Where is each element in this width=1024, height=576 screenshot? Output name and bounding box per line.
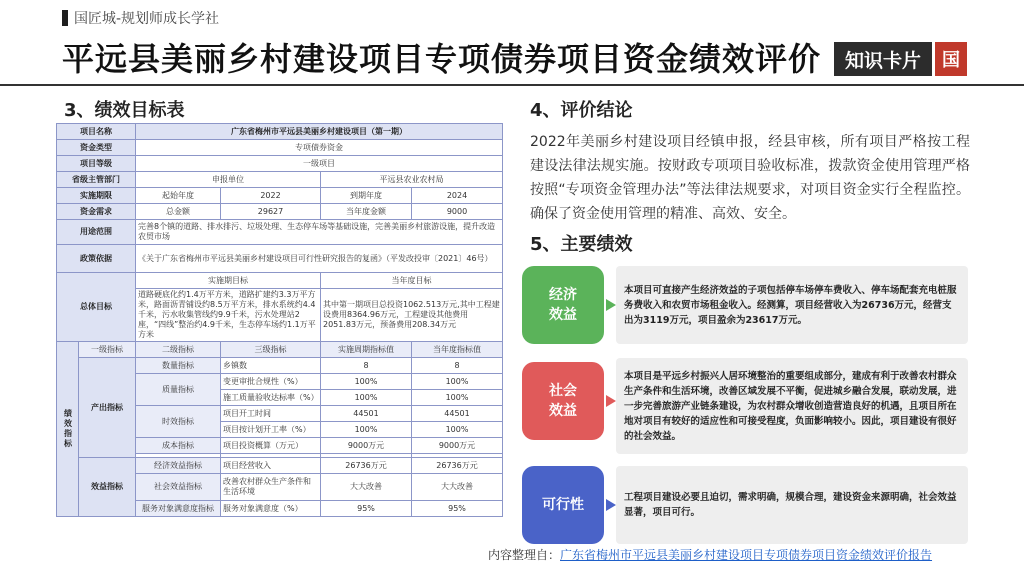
cell-value: 乡镇数 [221, 358, 321, 374]
cell-label: 时效指标 [136, 406, 221, 438]
cell-value: 《关于广东省梅州市平远县美丽乡村建设项目可行性研究报告的复函》（平发改投审〔2021〕46号） [136, 245, 503, 273]
cell-value: 100% [321, 422, 412, 438]
badge-label: 可行性 [542, 497, 584, 513]
economic-benefit-badge [522, 266, 604, 344]
cell-value: 申报单位 [136, 172, 321, 188]
section5-heading: 5、主要绩效 [530, 234, 633, 255]
column-header: 一级指标 [79, 342, 136, 358]
cell-value: 29627 [221, 204, 321, 220]
cell-value: 大大改善 [412, 474, 503, 501]
pointer-icon [606, 299, 616, 311]
cell-label: 资金类型 [57, 140, 136, 156]
cell-value: 44501 [412, 406, 503, 422]
source-link[interactable]: 广东省梅州市平远县美丽乡村建设项目专项债券项目资金绩效评价报告 [560, 548, 933, 562]
cell-label: 绩效指标 [57, 342, 79, 517]
cell-value: 9000 [412, 204, 503, 220]
column-header: 二级指标 [136, 342, 221, 358]
cell-label: 用途范围 [57, 220, 136, 245]
badge-label: 经济 效益 [549, 287, 577, 323]
cell-value: 95% [412, 501, 503, 517]
cell-value: 起始年度 [136, 188, 221, 204]
cell-value: 95% [321, 501, 412, 517]
cell-value: 44501 [321, 406, 412, 422]
cell-value: 平远县农业农村局 [321, 172, 503, 188]
cell-value: 广东省梅州市平远县美丽乡村建设项目（第一期） [136, 124, 503, 140]
column-header: 实施周期指标值 [321, 342, 412, 358]
cell-value: 项目投资概算（万元） [221, 438, 321, 454]
cell-value: 100% [321, 390, 412, 406]
cell-value: 2022 [221, 188, 321, 204]
source-footer [488, 546, 932, 563]
cell-value: 当年度目标 [321, 273, 503, 289]
cell-label: 效益指标 [79, 458, 136, 517]
cell-value: 变更审批合规性（%） [221, 374, 321, 390]
table-row [57, 342, 503, 358]
perf-text: 本项目是平远乡村振兴人居环境整治的重要组成部分，建成有利于改善农村群众生产条件和生活环境，改善区域发展不平衡，促进城乡融合发展，联动发展，进一步完善旅游产业链条建设，为农村群众增收创造营造良好的机遇，且项目所在地对项目有较好的适应性和可接受程度，负面影响较小。因此，项目建设有很好的社会效益。 [624, 370, 957, 442]
cell-label: 项目等级 [57, 156, 136, 172]
cell-value: 一级项目 [136, 156, 503, 172]
section3-heading: 3、绩效目标表 [64, 100, 185, 121]
cell-value: 施工质量验收达标率（%） [221, 390, 321, 406]
table-row [57, 458, 503, 474]
cell-value: 改善农村群众生产条件和生活环境 [221, 474, 321, 501]
table-row [57, 156, 503, 172]
logo-icon: 国 [935, 42, 967, 76]
feasibility-badge [522, 466, 604, 544]
table-row [57, 220, 503, 245]
badge-label: 社会 效益 [549, 383, 577, 419]
table-row [57, 188, 503, 204]
table-row [57, 172, 503, 188]
cell-value: 实施期目标 [136, 273, 321, 289]
cell-value: 100% [412, 374, 503, 390]
social-benefit-badge [522, 362, 604, 440]
cell-value: 大大改善 [321, 474, 412, 501]
section4-heading: 4、评价结论 [530, 100, 633, 121]
perf-item-feasibility [522, 466, 968, 548]
cell-value: 完善8个镇的道路、排水排污、垃圾处理、生态停车场等基础设施，完善美丽乡村旅游设施，提升改造农贸市场 [136, 220, 503, 245]
brand-marker [62, 10, 68, 26]
brand-bar [62, 8, 219, 28]
cell-value: 26736万元 [321, 458, 412, 474]
cell-label: 经济效益指标 [136, 458, 221, 474]
cell-value: 100% [412, 422, 503, 438]
cell-label: 社会效益指标 [136, 474, 221, 501]
performance-goal-table [56, 123, 503, 517]
perf-description [616, 466, 968, 544]
cell-value: 项目按计划开工率（%） [221, 422, 321, 438]
cell-value: 当年度金额 [321, 204, 412, 220]
evaluation-conclusion-text: 2022年美丽乡村建设项目经镇申报，经县审核，所有项目严格按工程建设法律法规实施。按财政专项项目验收标准，拨款资金使用管理严格按照“专项资金管理办法”等法律法规要求，对项目资金实行全程监控。确保了资金使用管理的精准、高效、安全。 [530, 134, 970, 222]
cell-label: 实施期限 [57, 188, 136, 204]
cell-value: 专项债券资金 [136, 140, 503, 156]
cell-label: 资金需求 [57, 204, 136, 220]
title-divider [0, 84, 1024, 86]
table-row [57, 140, 503, 156]
cell-value: 道路硬底化约1.4万平方米，道路扩建约3.3万平方米，路面沥青铺设约8.5万平方米，排水系统约4.4千米，污水收集管线约9.9千米，污水处理站2座，“四线”整治约4.9千米，生态停车场约1.1万平方米 [136, 289, 321, 342]
cell-label: 总体目标 [57, 273, 136, 342]
pointer-icon [606, 499, 616, 511]
table-row [57, 124, 503, 140]
perf-description [616, 266, 968, 344]
page-title: 平远县美丽乡村建设项目专项债券项目资金绩效评价 [62, 40, 822, 78]
cell-value: 项目开工时间 [221, 406, 321, 422]
cell-label: 数量指标 [136, 358, 221, 374]
pointer-icon [606, 395, 616, 407]
cell-value: 26736万元 [412, 458, 503, 474]
table-row [57, 245, 503, 273]
column-header: 当年度指标值 [412, 342, 503, 358]
cell-value: 总金额 [136, 204, 221, 220]
perf-description [616, 358, 968, 454]
cell-label: 成本指标 [136, 438, 221, 454]
cell-value: 到期年度 [321, 188, 412, 204]
cell-value: 9000万元 [321, 438, 412, 454]
cell-value: 8 [321, 358, 412, 374]
table-row [57, 204, 503, 220]
cell-label: 项目名称 [57, 124, 136, 140]
perf-text: 本项目可直接产生经济效益的子项包括停车场停车费收入、停车场配套充电桩服务费收入和农贸市场租金收入。经测算，项目经营收入为26736万元，经营支出为3119万元，项目盈余为23617万元。 [624, 284, 957, 326]
column-header: 三级指标 [221, 342, 321, 358]
cell-value: 2024 [412, 188, 503, 204]
knowledge-card-tag: 知识卡片 [834, 42, 932, 76]
cell-label: 政策依据 [57, 245, 136, 273]
cell-value: 服务对象满意度（%） [221, 501, 321, 517]
cell-label: 省级主管部门 [57, 172, 136, 188]
cell-label: 质量指标 [136, 374, 221, 406]
perf-text: 工程项目建设必要且迫切，需求明确，规模合理，建设资金来源明确，社会效益显著，项目可行。 [624, 492, 957, 518]
perf-item-economic [522, 266, 968, 348]
table-row [57, 358, 503, 374]
cell-label: 产出指标 [79, 358, 136, 458]
cell-value: 其中第一期项目总投资1062.513万元,其中工程建设费用8364.96万元，工程建设其他费用2051.83万元，预备费用208.34万元 [321, 289, 503, 342]
cell-value: 9000万元 [412, 438, 503, 454]
cell-value: 100% [321, 374, 412, 390]
cell-value: 8 [412, 358, 503, 374]
brand-label: 国匠城-规划师成长学社 [74, 11, 220, 27]
cell-value: 项目经营收入 [221, 458, 321, 474]
source-prefix: 内容整理自： [488, 548, 561, 562]
table-row [57, 273, 503, 289]
perf-item-social [522, 362, 968, 444]
cell-label: 服务对象满意度指标 [136, 501, 221, 517]
cell-value: 100% [412, 390, 503, 406]
